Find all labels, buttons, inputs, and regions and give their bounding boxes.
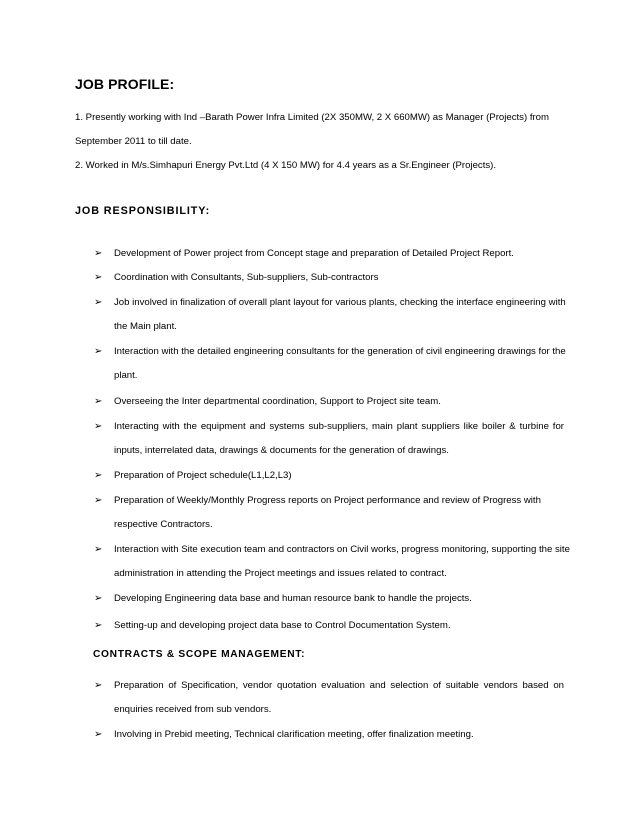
- list-item-text: Interaction with the detailed engineering consultants for the generation of civil engineering drawings for the: [114, 346, 566, 357]
- arrowhead-bullet-icon: ➢: [94, 680, 103, 691]
- list-item-text: Coordination with Consultants, Sub-suppliers, Sub-contractors: [114, 272, 379, 283]
- arrowhead-bullet-icon: ➢: [94, 620, 103, 631]
- list-item-text: Interaction with Site execution team and contractors on Civil works, progress monitoring, supporting the site: [114, 544, 570, 555]
- arrowhead-bullet-icon: ➢: [94, 346, 103, 357]
- list-item-text: Preparation of Specification, vendor quotation evaluation and selection of suitable vendors based on: [114, 680, 564, 691]
- list-item-text: Overseeing the Inter departmental coordination, Support to Project site team.: [114, 396, 441, 407]
- list-item-text: Interacting with the equipment and systems sub-suppliers, main plant suppliers like boiler & turbine for: [114, 421, 564, 432]
- list-item-text: Job involved in finalization of overall plant layout for various plants, checking the interface engineering with: [114, 297, 566, 308]
- contracts-scope-heading: CONTRACTS & SCOPE MANAGEMENT:: [93, 649, 306, 660]
- arrowhead-bullet-icon: ➢: [94, 729, 103, 740]
- list-item-text: Setting-up and developing project data base to Control Documentation System.: [114, 620, 451, 631]
- arrowhead-bullet-icon: ➢: [94, 470, 103, 481]
- arrowhead-bullet-icon: ➢: [94, 248, 103, 259]
- job-profile-heading: JOB PROFILE:: [75, 76, 175, 92]
- arrowhead-bullet-icon: ➢: [94, 495, 103, 506]
- profile-paragraph-1-line-2: September 2011 to till date.: [75, 136, 192, 147]
- job-responsibility-heading: JOB RESPONSIBILITY:: [75, 205, 211, 217]
- profile-paragraph-2: 2. Worked in M/s.Simhapuri Energy Pvt.Ltd (4 X 150 MW) for 4.4 years as a Sr.Engineer (Projects).: [75, 160, 497, 171]
- list-item-text-continued: respective Contractors.: [114, 519, 213, 530]
- arrowhead-bullet-icon: ➢: [94, 421, 103, 432]
- arrowhead-bullet-icon: ➢: [94, 396, 103, 407]
- arrowhead-bullet-icon: ➢: [94, 593, 103, 604]
- list-item-text-continued: enquiries received from sub vendors.: [114, 704, 272, 715]
- list-item-text-continued: the Main plant.: [114, 321, 177, 332]
- list-item-text-continued: inputs, interrelated data, drawings & documents for the generation of drawings.: [114, 445, 449, 456]
- list-item-text: Developing Engineering data base and human resource bank to handle the projects.: [114, 593, 472, 604]
- list-item-text: Preparation of Weekly/Monthly Progress reports on Project performance and review of Progress with: [114, 495, 541, 506]
- arrowhead-bullet-icon: ➢: [94, 297, 103, 308]
- arrowhead-bullet-icon: ➢: [94, 544, 103, 555]
- list-item-text: Involving in Prebid meeting, Technical clarification meeting, offer finalization meeting.: [114, 729, 474, 740]
- arrowhead-bullet-icon: ➢: [94, 272, 103, 283]
- list-item-text: Development of Power project from Concept stage and preparation of Detailed Project Report.: [114, 248, 514, 259]
- profile-paragraph-1-line-1: 1. Presently working with Ind –Barath Power Infra Limited (2X 350MW, 2 X 660MW) as Manager (Projects) from: [75, 112, 550, 123]
- list-item-text: Preparation of Project schedule(L1,L2,L3): [114, 470, 292, 481]
- list-item-text-continued: plant.: [114, 370, 138, 381]
- list-item-text-continued: administration in attending the Project meetings and issues related to contract.: [114, 568, 447, 579]
